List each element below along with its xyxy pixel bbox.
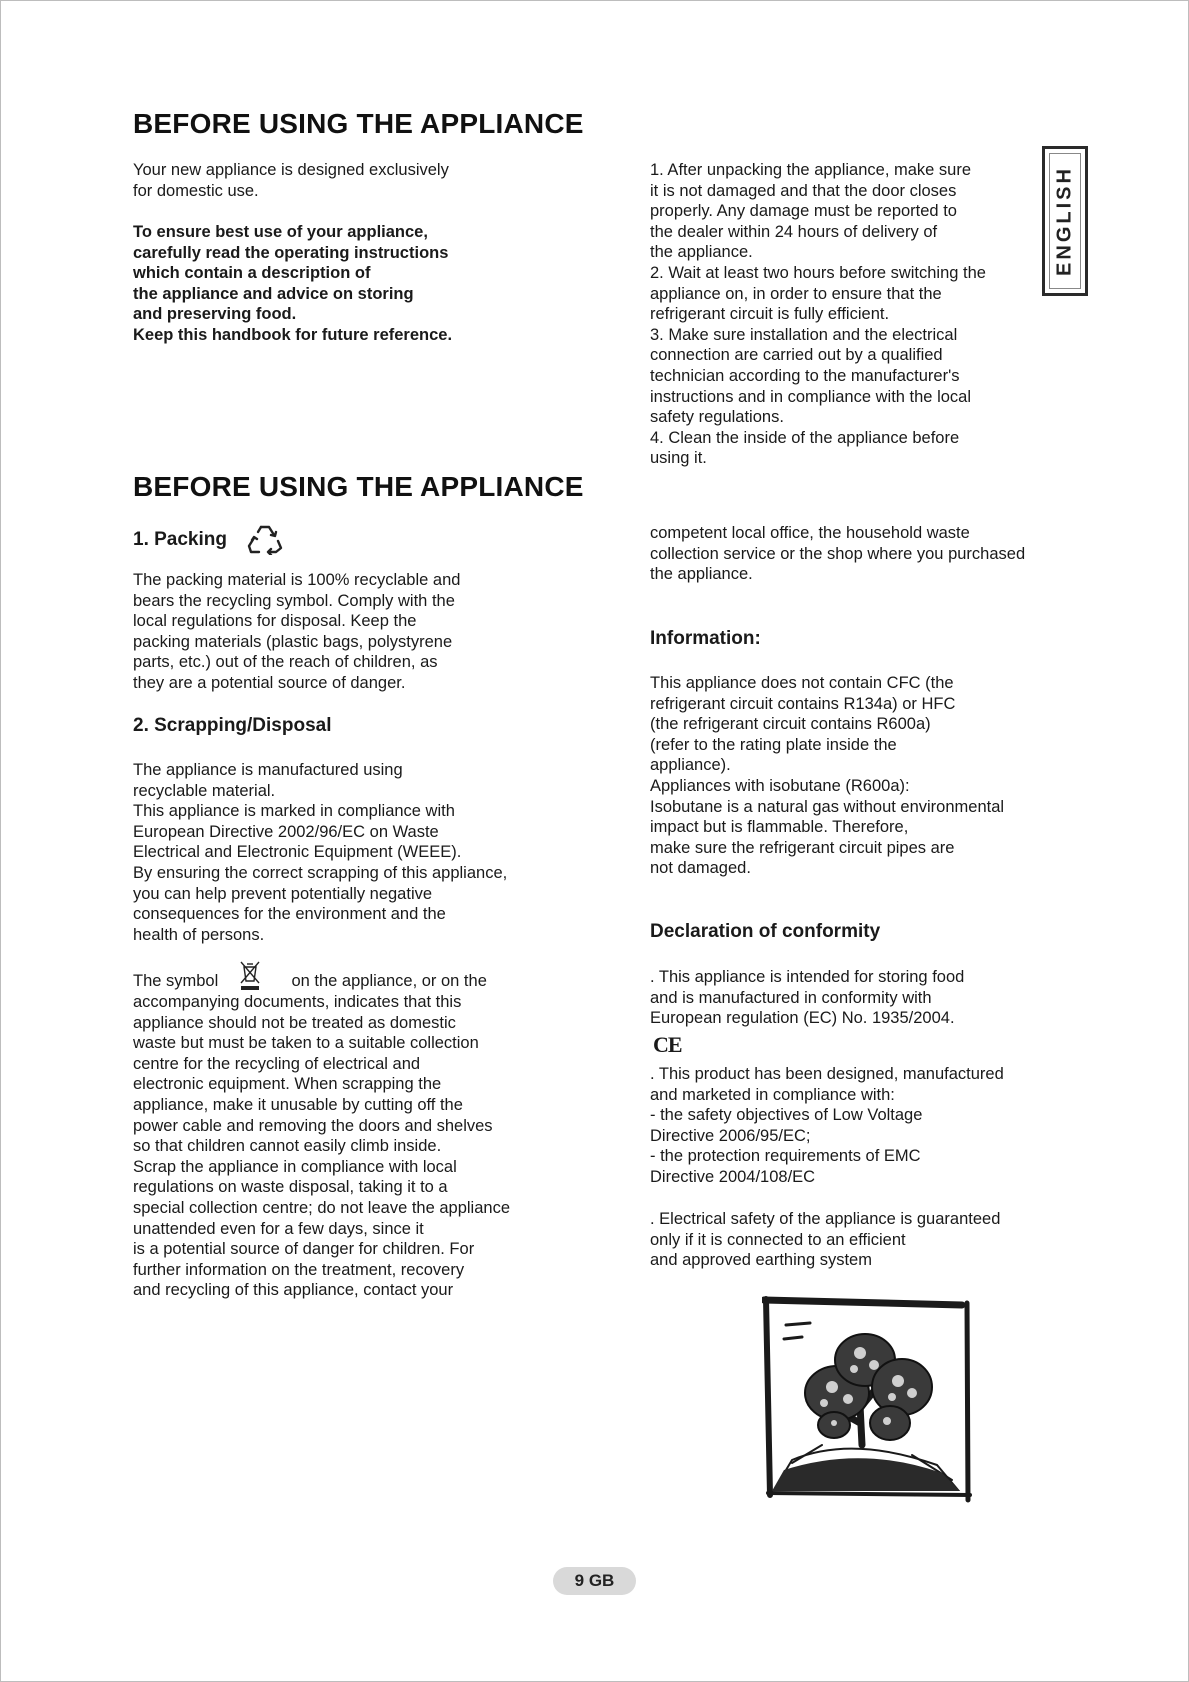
disposal-heading: 2. Scrapping/Disposal: [133, 715, 332, 736]
symbol-line: [133, 971, 603, 992]
disposal-text: The appliance is manufactured using recyclable material. This appliance is marked in compliance with European Directive 2002/96/EC on Waste Electrical and Electronic Equipment (WEEE). By ensuring the correct scrapping of this appliance, you can help prevent potentially negative consequences for the environment and the health of persons.: [133, 761, 508, 944]
declaration-heading: Declaration of conformity: [650, 921, 881, 942]
information-heading: Information:: [650, 628, 761, 649]
packing-text: The packing material is 100% recyclable and bears the recycling symbol. Comply with the local regulations for disposal. Keep the packing materials (plastic bags, polystyrene parts, etc.) out of the reach of children, as they are a potential source of danger.: [133, 571, 461, 692]
recycling-icon: [247, 523, 283, 555]
language-tab: [1042, 146, 1088, 296]
section1-bold-instructions: To ensure best use of your appliance, carefully read the operating instructions which contain a description of the appliance and advice on storing and preserving food. Keep this handbook for future reference.: [133, 223, 453, 344]
section1-title: BEFORE USING THE APPLIANCE: [133, 108, 584, 139]
crossed-bin-icon: [239, 961, 261, 991]
page-number: 9 GB: [553, 1567, 636, 1595]
symbol-text: accompanying documents, indicates that this appliance should not be treated as domestic waste but must be taken to a suitable collection centre for the recycling of electrical and electronic equipment. When scrapping the appliance, make it unusable by cutting off the power cable and removing the doors and shelves so that children cannot easily climb inside. Scrap the appliance in compliance with local regulations on waste disposal, taking it to a special collection centre; do not leave the appliance unattended even for a few days, since it is a potential source of danger for children. For further information on the treatment, recovery and recycling of this appliance, contact your: [133, 993, 510, 1300]
information-text: This appliance does not contain CFC (the refrigerant circuit contains R134a) or HFC (the refrigerant circuit contains R600a) (refer to the rating plate inside the appliance). Appliances with isobutane (R600a): Isobutane is a natural gas without environmental impact but is flammable. Therefore, make sure the refrigerant circuit pipes are not damaged.: [650, 674, 1005, 878]
ce-mark: CE: [653, 1032, 682, 1057]
language-tab-label: ENGLISH: [1053, 166, 1076, 276]
packing-heading: 1. Packing: [133, 528, 227, 550]
declaration-text-3: . Electrical safety of the appliance is guaranteed only if it is connected to an efficient and approved earthing system: [650, 1210, 1001, 1270]
symbol-suffix: on the appliance, or on the: [291, 972, 487, 990]
declaration-text-2: . This product has been designed, manufactured and marketed in compliance with: - the safety objectives of Low Voltage Directive 2006/95/EC; - the protection requirements of EMC Directive 2004/108/EC: [650, 1065, 1004, 1186]
section1-numbered-list: 1. After unpacking the appliance, make sure it is not damaged and that the door closes properly. Any damage must be reported to the dealer within 24 hours of delivery of the appliance. 2. Wait at least two hours before switching the appliance on, in order to ensure that the refrigerant circuit is fully efficient. 3. Make sure installation and the electrical connection are carried out by a qualified technician according to the manufacturer's instructions and in compliance with the local safety regulations. 4. Clean the inside of the appliance before using it.: [650, 161, 986, 468]
declaration-text-1: . This appliance is intended for storing food and is manufactured in conformity with European regulation (EC) No. 1935/2004.: [650, 968, 965, 1028]
section2-title: BEFORE USING THE APPLIANCE: [133, 471, 584, 502]
disposal-continuation: competent local office, the household waste collection service or the shop where you purchased the appliance.: [650, 524, 1026, 584]
symbol-prefix: The symbol: [133, 972, 219, 990]
tree-illustration: [762, 1295, 980, 1505]
section1-intro: Your new appliance is designed exclusively for domestic use.: [133, 161, 449, 200]
packing-heading-row: [133, 523, 283, 555]
